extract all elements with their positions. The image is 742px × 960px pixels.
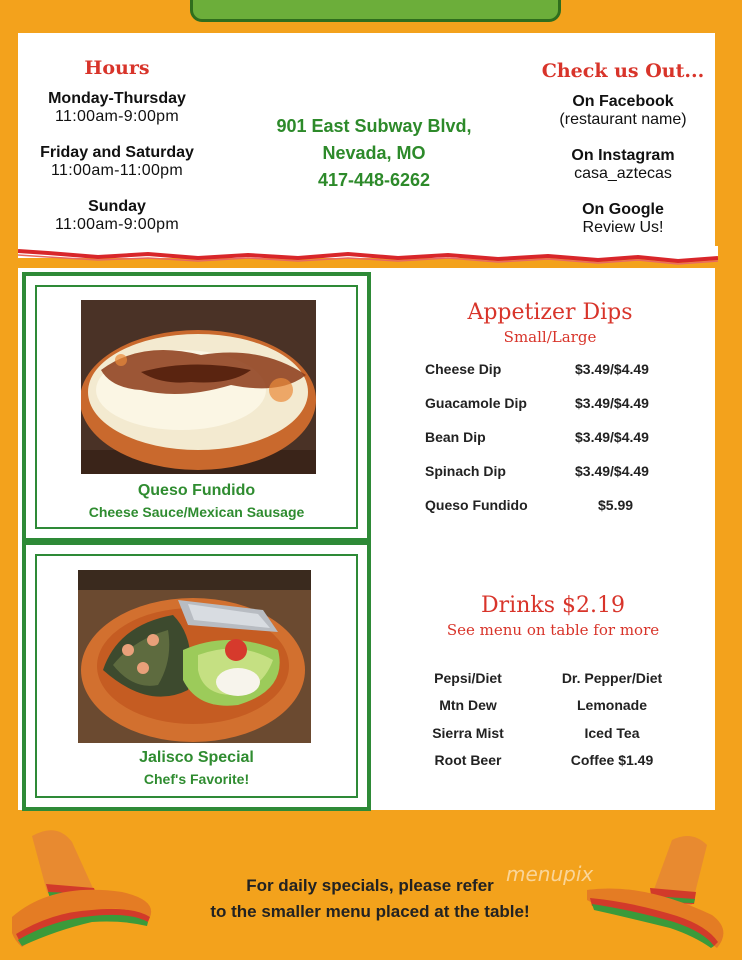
street-address: 901 East Subway Blvd, (276, 116, 472, 136)
dip-name: Cheese Dip (425, 361, 502, 377)
dish-description: Chef's Favorite! (143, 771, 250, 787)
footer-line: to the smaller menu placed at the table! (210, 902, 530, 921)
hours-row (22, 89, 212, 126)
social-network: On Google (582, 201, 664, 218)
appetizers-subtitle: Small/Large (503, 328, 597, 346)
queso-fundido-photo (81, 300, 316, 474)
hours-time: 11:00am-11:00pm (51, 162, 183, 179)
info-panel (18, 33, 715, 258)
social-section (523, 60, 723, 254)
social-network: On Instagram (571, 147, 675, 164)
drink-item: Sierra Mist (432, 725, 504, 741)
drink-item: Lemonade (576, 697, 647, 713)
drink-item: Coffee $1.49 (570, 752, 654, 768)
drinks-subtitle: See menu on table for more (446, 621, 660, 639)
hours-title: Hours (84, 57, 150, 79)
sombrero-icon (582, 830, 727, 955)
dip-price: $3.49/$4.49 (575, 395, 649, 411)
social-item-google[interactable] (523, 200, 723, 237)
city-state: Nevada, MO (322, 143, 426, 163)
dip-price: $5.99 (598, 497, 634, 513)
hours-day: Sunday (88, 198, 146, 215)
drink-item: Dr. Pepper/Diet (561, 670, 663, 686)
drinks-title: Drinks $2.19 (481, 593, 625, 618)
dip-name: Queso Fundido (425, 497, 528, 513)
social-item-facebook[interactable] (523, 92, 723, 129)
appetizers-title: Appetizer Dips (467, 300, 633, 325)
dip-name: Spinach Dip (425, 463, 506, 479)
dish-name: Queso Fundido (137, 482, 256, 499)
social-network: On Facebook (572, 93, 674, 110)
address-section (248, 113, 500, 194)
header-banner-fragment (190, 0, 561, 22)
footer-line: For daily specials, please refer (246, 876, 494, 895)
phone-number[interactable]: 417-448-6262 (317, 170, 431, 190)
hours-row (22, 143, 212, 180)
hours-time: 11:00am-9:00pm (55, 216, 179, 233)
hours-row (22, 197, 212, 234)
drink-item: Iced Tea (584, 725, 640, 741)
drink-item: Root Beer (434, 752, 502, 768)
dip-price: $3.49/$4.49 (575, 463, 649, 479)
social-detail: (restaurant name) (559, 111, 687, 128)
social-detail: Review Us! (582, 219, 664, 236)
hours-day: Monday-Thursday (48, 90, 186, 107)
hours-day: Friday and Saturday (40, 144, 194, 161)
social-title: Check us Out... (541, 60, 705, 82)
dip-name: Bean Dip (425, 429, 486, 445)
sombrero-icon (12, 822, 157, 952)
drink-item: Pepsi/Diet (434, 670, 502, 686)
torn-edge-divider (18, 246, 718, 268)
drink-item: Mtn Dew (439, 697, 497, 713)
dish-name: Jalisco Special (139, 749, 254, 766)
dip-price: $3.49/$4.49 (575, 361, 649, 377)
dish-card (22, 541, 371, 811)
hours-section (22, 57, 212, 251)
dish-description: Cheese Sauce/Mexican Sausage (88, 504, 305, 520)
dish-card (22, 272, 371, 542)
watermark: menupix (506, 862, 594, 886)
dip-name: Guacamole Dip (425, 395, 527, 411)
social-detail: casa_aztecas (574, 165, 672, 182)
jalisco-special-photo (78, 570, 311, 743)
hours-time: 11:00am-9:00pm (55, 108, 179, 125)
dip-price: $3.49/$4.49 (575, 429, 649, 445)
social-item-instagram[interactable] (523, 146, 723, 183)
